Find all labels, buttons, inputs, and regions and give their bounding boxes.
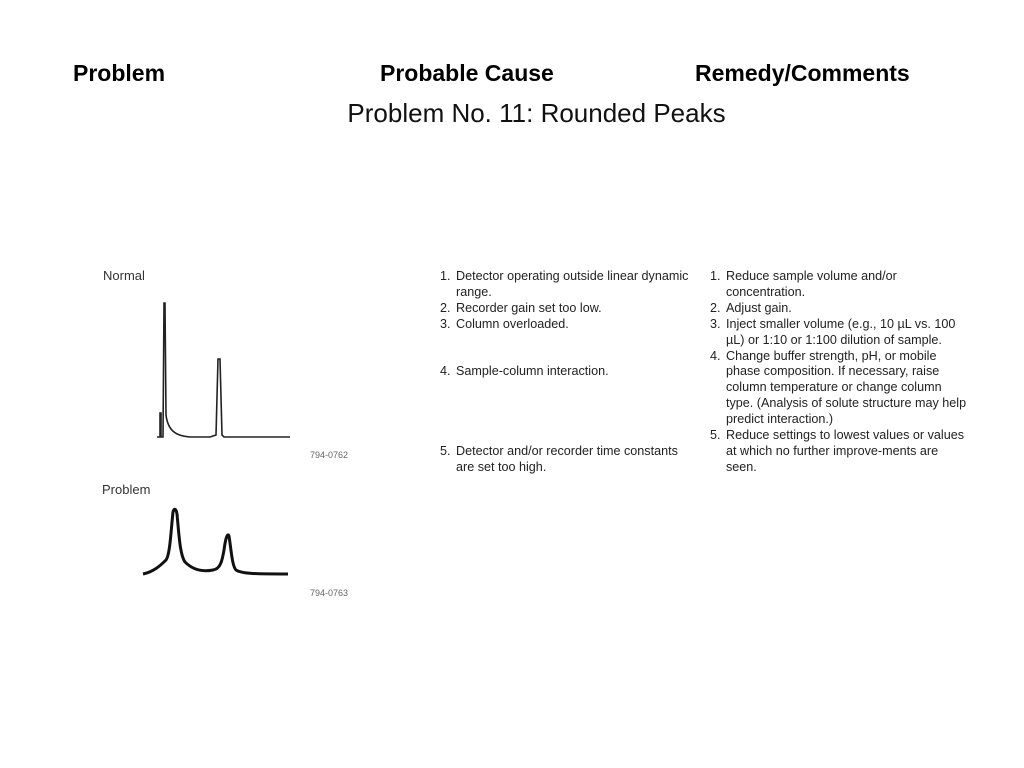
cause-text: Column overloaded.: [456, 316, 569, 331]
probable-causes-list: [440, 269, 690, 476]
remedy-number: 2.: [710, 300, 721, 315]
slide-title: Problem No. 11: Rounded Peaks: [347, 98, 726, 128]
column-header-remedy-comments: Remedy/Comments: [695, 60, 910, 86]
remedy-text: Reduce settings to lowest values or values at which no further improve-ments are seen.: [726, 428, 965, 474]
remedy-item: [710, 428, 970, 476]
cause-item: [440, 301, 690, 317]
remedy-text: Adjust gain.: [726, 300, 792, 315]
cause-number: 4.: [440, 364, 451, 379]
remedy-item: [710, 269, 970, 301]
column-header-probable-cause: Probable Cause: [380, 60, 554, 86]
normal-chromatogram-label: Normal: [103, 268, 145, 283]
problem-trace: [143, 509, 288, 574]
cause-item: [440, 364, 690, 380]
remedy-number: 3.: [710, 316, 721, 331]
cause-text: Recorder gain set too low.: [456, 300, 602, 315]
remedy-number: 5.: [710, 428, 721, 443]
remedy-number: 4.: [710, 348, 721, 363]
normal-figure-code: 794-0762: [310, 450, 349, 460]
column-header-problem: Problem: [73, 60, 166, 86]
cause-number: 5.: [440, 443, 451, 458]
cause-item: [440, 317, 690, 333]
cause-text: Detector operating outside linear dynamic range.: [456, 269, 689, 299]
cause-item: [440, 444, 690, 476]
problem-chromatogram-label: Problem: [102, 482, 151, 497]
remedy-number: 1.: [710, 269, 721, 283]
cause-number: 3.: [440, 316, 451, 331]
problem-chromatogram: [138, 500, 298, 585]
cause-text: Detector and/or recorder time constants are set too high.: [456, 443, 678, 474]
remedy-item: [710, 317, 970, 349]
cause-number: 2.: [440, 300, 451, 315]
remedy-item: [710, 301, 970, 317]
remedy-text: Reduce sample volume and/or concentration.: [726, 269, 897, 299]
cause-text: Sample-column interaction.: [456, 364, 609, 379]
cause-item: [440, 269, 690, 301]
problem-figure-code: 794-0763: [310, 588, 349, 598]
remedy-item: [710, 349, 970, 429]
remedy-text: Inject smaller volume (e.g., 10 µL vs. 100 µL) or 1:10 or 1:100 dilution of sample.: [726, 316, 956, 347]
remedies-list: [710, 269, 970, 476]
normal-chromatogram: [140, 295, 300, 445]
cause-number: 1.: [440, 269, 451, 283]
normal-trace: [157, 303, 290, 437]
remedy-text: Change buffer strength, pH, or mobile phase composition. If necessary, raise column temperature or change column type. (Analysis of solute structure may help predict interaction.): [726, 348, 967, 427]
